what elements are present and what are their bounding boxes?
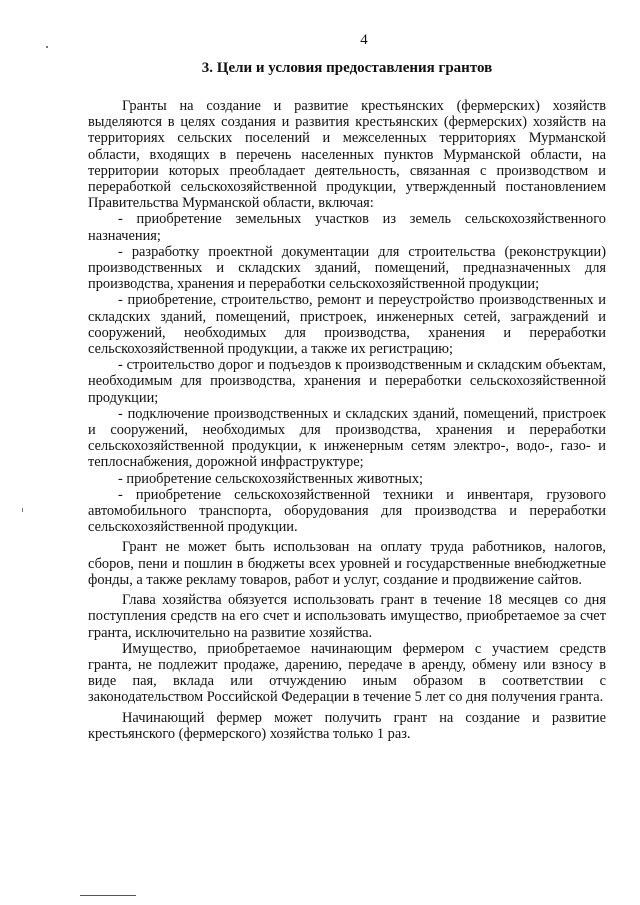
- section-heading: 3. Цели и условия предоставления грантов: [201, 60, 493, 76]
- paragraph-restrictions: Грант не может быть использован на оплату труда работников, налогов, сборов, пени и пошлин в бюджеты всех уровней и государственные внебюджетные фонды, а также рекламу товаров, работ и услуг, создание и продвижение сайтов.: [88, 539, 606, 588]
- document-body: [88, 98, 606, 742]
- list-item-land: - приобретение земельных участков из земель сельскохозяйственного назначения;: [88, 211, 606, 244]
- list-item-utilities: - подключение производственных и складских зданий, помещений, пристроек и сооружений, необходимых для производства, хранения и переработки сельскохозяйственной продукции, к инженерным сетям электро-, водо-, газо- и теплоснабжения, дорожной инфраструктуре;: [88, 405, 606, 471]
- paragraph-obligation: Глава хозяйства обязуется использовать грант в течение 18 месяцев со дня поступления средств на его счет и использовать имущество, приобретаемое за счет гранта, исключительно на развитие хозяйства.: [88, 592, 606, 641]
- list-item-construction: - приобретение, строительство, ремонт и переустройство производственных и складских зданий, помещений, пристроек, инженерных сетей, заграждений и сооружений, необходимых для производства, хранения и переработки сельскохозяйственной продукции, а также их регистрацию;: [88, 292, 606, 358]
- paragraph-property: Имущество, приобретаемое начинающим фермером с участием средств гранта, не подлежит продаже, дарению, передаче в аренду, обмену или взносу в виде пая, вклада или отчуждению иным образом в соответствии с законодательством Российской Федерации в течение 5 лет со дня получения гранта.: [88, 640, 606, 706]
- list-item-design-docs: - разработку проектной документации для строительства (реконструкции) производственных и складских зданий, помещений, предназначенных для производства, хранения и переработки сельскохозяйственной продукции;: [88, 243, 606, 293]
- list-item-roads: - строительство дорог и подъездов к производственным и складским объектам, необходимым для производства, хранения и переработки сельскохозяйственной продукции;: [88, 357, 606, 406]
- page-number: 4: [360, 32, 368, 48]
- list-item-animals: - приобретение сельскохозяйственных животных;: [118, 470, 424, 487]
- footer-rule: [80, 895, 136, 896]
- scan-speck: [22, 508, 23, 512]
- paragraph-intro: Гранты на создание и развитие крестьянских (фермерских) хозяйств выделяются в целях создания и развития крестьянских (фермерских) хозяйств на территориях сельских поселений и межселенных территориях Мурманской области, входящих в перечень населенных пунктов Мурманской области, на территории которых преобладает деятельность, связанная с производством и переработкой сельскохозяйственной продукции, утвержденный постановлением Правительства Мурманской области, включая:: [88, 98, 606, 212]
- paragraph-once: Начинающий фермер может получить грант на создание и развитие крестьянского (фермерского) хозяйства только 1 раз.: [88, 709, 606, 742]
- list-item-equipment: - приобретение сельскохозяйственной техники и инвентаря, грузового автомобильного транспорта, оборудования для производства и переработки сельскохозяйственной продукции.: [88, 486, 606, 536]
